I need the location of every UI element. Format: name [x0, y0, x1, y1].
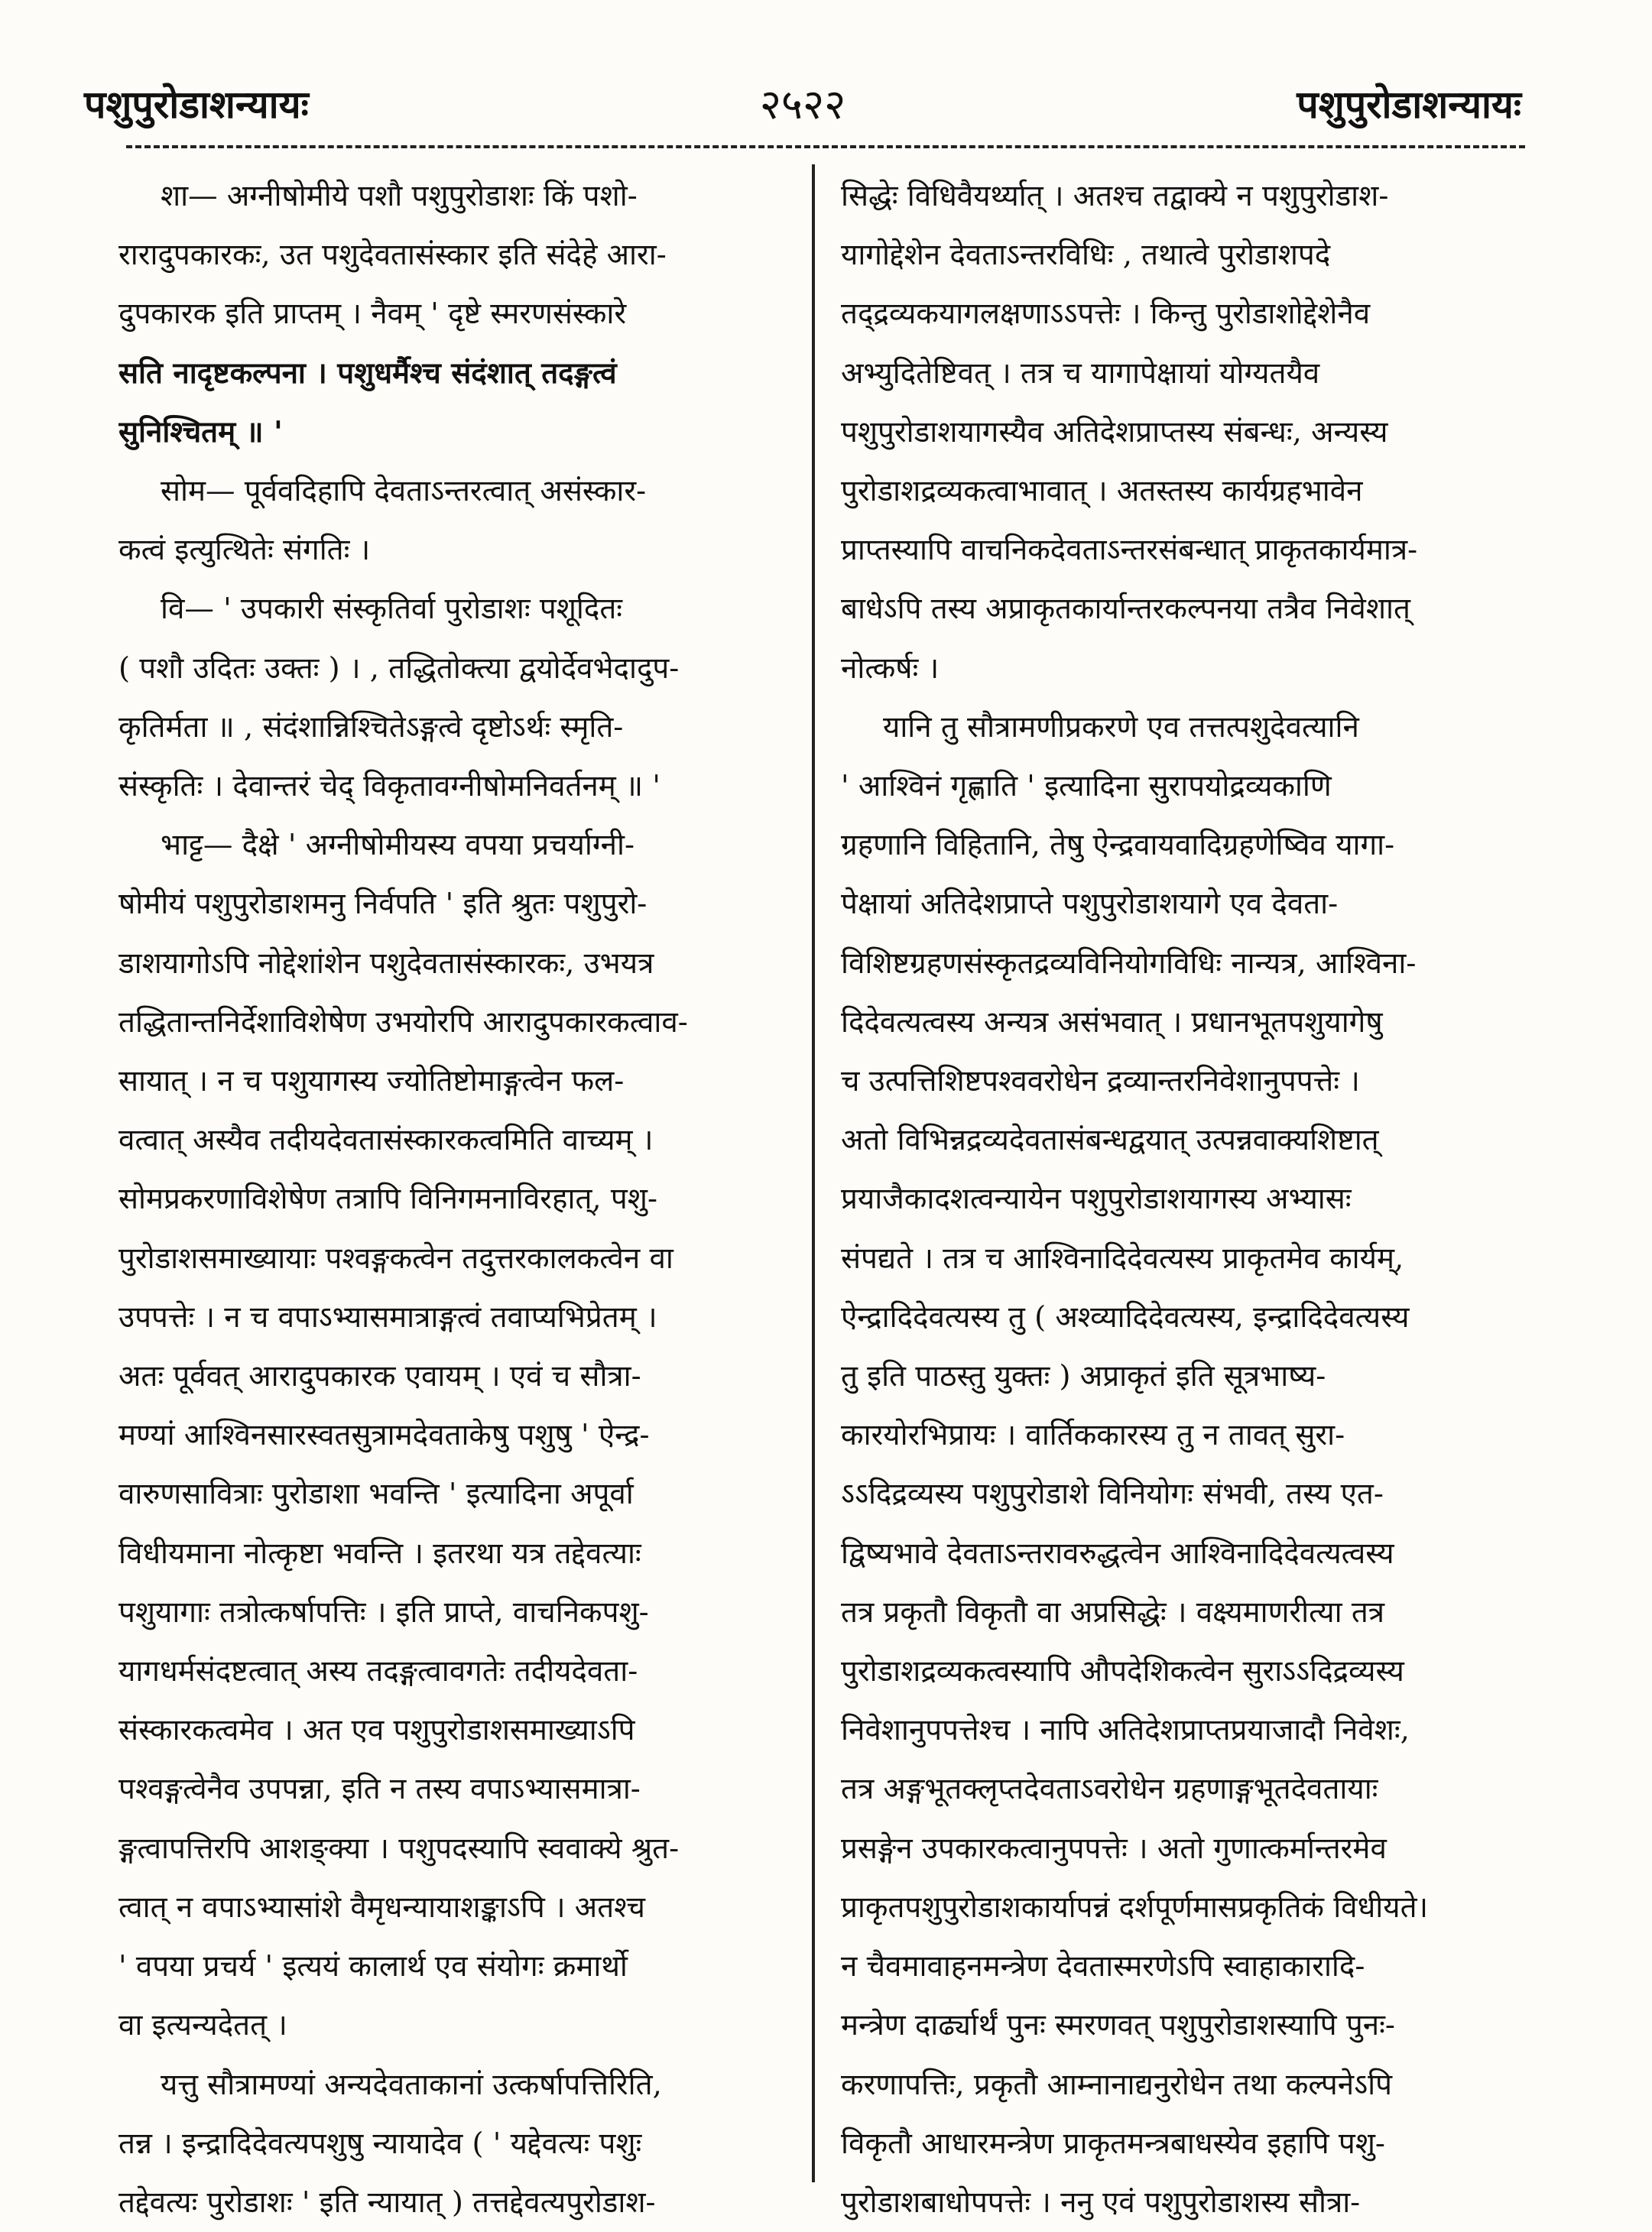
text-line: यागोद्देशेन देवताऽन्तरविधिः , तथात्वे पुरोडाशपदे	[841, 238, 1331, 273]
text-line: प्रसङ्गेन उपकारकत्वानुपपत्तेः । अतो गुणात्कर्मान्तरमेव	[841, 1831, 1387, 1866]
text-line: अतः पूर्ववत् आरादुपकारक एवायम् । एवं च सौत्रा-	[118, 1359, 641, 1394]
text-line: विशिष्टग्रहणसंस्कृतद्रव्यविनियोगविधिः नान्यत्र, आश्विना-	[841, 946, 1417, 981]
header-rule	[126, 145, 1525, 148]
text-line: भाट्ट— दैक्षे ' अग्नीषोमीयस्य वपया प्रचर्याग्नी-	[161, 828, 635, 863]
text-line: सोम— पूर्ववदिहापि देवताऽन्तरत्वात् असंस्कार-	[161, 474, 647, 509]
text-line: संपद्यते । तत्र च आश्विनादिदेवत्यस्य प्राकृतमेव कार्यम्,	[841, 1241, 1404, 1276]
text-line: तु इति पाठस्तु युक्तः ) अप्राकृतं इति सूत्रभाष्य-	[841, 1359, 1326, 1394]
text-line: यानि तु सौत्रामणीप्रकरणे एव तत्तत्पशुदेवत्यानि	[883, 709, 1359, 745]
text-line: च उत्पत्तिशिष्टपश्ववरोधेन द्रव्यान्तरनिवेशानुपपत्तेः ।	[841, 1064, 1360, 1099]
text-line: यागधर्मसंदष्टत्वात् अस्य तदङ्गत्वावगतेः तदीयदेवता-	[118, 1654, 638, 1689]
text-line: न चैवमावाहनमन्त्रेण देवतास्मरणेऽपि स्वाहाकारादि-	[841, 1949, 1365, 1984]
text-line: शा— अग्नीषोमीये पशौ पशुपुरोडाशः किं पशो-	[161, 179, 638, 213]
text-line: सोमप्रकरणाविशेषेण तत्रापि विनिगमनाविरहात्, पशु-	[118, 1182, 657, 1217]
text-line: तत्र प्रकृतौ विकृतौ वा अप्रसिद्धेः । वक्ष्यमाणरीत्या तत्र	[841, 1595, 1385, 1630]
text-line: पशुयागाः तत्रोत्कर्षापत्तिः । इति प्राप्ते, वाचनिकपशु-	[118, 1595, 649, 1630]
text-line: विधीयमाना नोत्कृष्टा भवन्ति । इतरथा यत्र तद्देवत्याः	[118, 1536, 641, 1571]
text-line: षोमीयं पशुपुरोडाशमनु निर्वपति ' इति श्रुतः पशुपुरो-	[118, 887, 647, 922]
text-line: यत्तु सौत्रामण्यां अन्यदेवताकानां उत्कर्षापत्तिरिति,	[161, 2067, 662, 2102]
text-line: कृतिर्मता ॥ , संदंशान्निश्चितेऽङ्गत्वे दृष्टोऽर्थः स्मृति-	[118, 709, 624, 745]
text-line: प्रयाजैकादशत्वन्यायेन पशुपुरोडाशयागस्य अभ्यासः	[841, 1182, 1352, 1217]
text-line: मन्त्रेण दार्ढ्यार्थं पुनः स्मरणवत् पशुपुरोडाशस्यापि पुनः-	[841, 2008, 1395, 2043]
text-line: वि— ' उपकारी संस्कृतिर्वा पुरोडाशः पशूदितः	[161, 592, 623, 627]
text-line: वा इत्यन्यदेतत् ।	[118, 2008, 287, 2043]
text-line: तन्न । इन्द्रादिदेवत्यपशुषु न्यायादेव ( ' यद्देवत्यः पशुः	[118, 2126, 642, 2161]
text-line: बाधेऽपि तस्य अप्राकृतकार्यान्तरकल्पनया तत्रैव निवेशात्	[841, 592, 1410, 627]
text-line: ऐन्द्रादिदेवत्यस्य तु ( अश्व्यादिदेवत्यस्य, इन्द्रादिदेवत्यस्य	[841, 1299, 1410, 1335]
text-line: ' आश्विनं गृह्णाति ' इत्यादिना सुरापयोद्रव्यकाणि	[841, 769, 1332, 804]
text-line: तद्धितान्तनिर्देशाविशेषेण उभयोरपि आरादुपकारकत्वाव-	[118, 1004, 688, 1040]
text-line: अतो विभिन्नद्रव्यदेवतासंबन्धद्वयात् उत्पन्नवाक्यशिष्टात्	[841, 1123, 1379, 1158]
text-line: वारुणसावित्राः पुरोडाशा भवन्ति ' इत्यादिना अपूर्वा	[118, 1477, 634, 1512]
text-line: दुपकारक इति प्राप्तम् । नैवम् ' दृष्टे स्मरणसंस्कारे	[118, 297, 627, 332]
column-divider	[812, 164, 815, 2182]
text-line: ङ्गत्वापत्तिरपि आशङ्क्या । पशुपदस्यापि स्ववाक्ये श्रुत-	[118, 1831, 680, 1866]
running-title-left: पशुपुरोडाशन्यायः	[84, 82, 309, 127]
text-line: वत्वात् अस्यैव तदीयदेवतासंस्कारकत्वमिति वाच्यम् ।	[118, 1123, 654, 1158]
text-line: संस्कारकत्वमेव । अत एव पशुपुरोडाशसमाख्याऽपि	[118, 1713, 635, 1748]
text-line: पशुपुरोडाशयागस्यैव अतिदेशप्राप्तस्य संबन्धः, अन्यस्य	[841, 414, 1388, 449]
text-line: तद्द्रव्यकयागलक्षणाऽऽपत्तेः । किन्तु पुरोडाशोद्देशेनैव	[841, 297, 1371, 332]
text-line: रारादुपकारकः, उत पशुदेवतासंस्कार इति संदेहे आरा-	[118, 238, 667, 273]
right-column	[841, 167, 1506, 2232]
text-line: पश्वङ्गत्वेनैव उपपन्ना, इति न तस्य वपाऽभ्यासमात्रा-	[118, 1772, 641, 1807]
text-line: सति नादृष्टकल्पना । पशुधर्मैश्च संदंशात् तदङ्गत्वं	[118, 355, 617, 391]
page-number: २५२२	[759, 80, 846, 128]
text-line: सिद्धेः विधिवैयर्थ्यात् । अतश्च तद्वाक्ये न पशुपुरोडाश-	[841, 179, 1389, 213]
text-line: तद्देवत्यः पुरोडाशः ' इति न्यायात् ) तत्तद्देवत्यपुरोडाश-	[118, 2185, 656, 2220]
text-line: ( पशौ उदितः उक्तः ) । , तद्धितोक्त्या द्वयोर्देवभेदादुप-	[118, 650, 680, 686]
running-title-right: पशुपुरोडाशन्यायः	[1297, 82, 1521, 127]
text-line: कारयोरभिप्रायः । वार्तिककारस्य तु न तावत् सुरा-	[841, 1418, 1345, 1453]
text-line: विकृतौ आधारमन्त्रेण प्राकृतमन्त्रबाधस्येव इहापि पशु-	[841, 2126, 1385, 2161]
text-line: ' वपया प्रचर्य ' इत्ययं कालार्थ एव संयोगः क्रमार्थो	[118, 1949, 628, 1984]
text-line: मण्यां आश्विनसारस्वतसुत्रामदेवताकेषु पशुषु ' ऐन्द्र-	[118, 1418, 650, 1453]
text-line: कत्वं इत्युत्थितेः संगतिः ।	[118, 533, 371, 568]
text-line: पुरोडाशसमाख्यायाः पश्वङ्गकत्वेन तदुत्तरकालकत्वेन वा	[118, 1241, 673, 1276]
left-column	[118, 167, 784, 2232]
text-line: उपपत्तेः । न च वपाऽभ्यासमात्राङ्गत्वं तवाप्यभिप्रेतम् ।	[118, 1299, 657, 1335]
text-line: प्राप्तस्यापि वाचनिकदेवताऽन्तरसंबन्धात् प्राकृतकार्यमात्र-	[841, 533, 1418, 568]
text-line: निवेशानुपपत्तेश्च । नापि अतिदेशप्राप्तप्रयाजादौ निवेशः,	[841, 1713, 1410, 1748]
text-line: सायात् । न च पशुयागस्य ज्योतिष्टोमाङ्गत्वेन फल-	[118, 1064, 625, 1099]
text-line: करणापत्तिः, प्रकृतौ आम्नानाद्यनुरोधेन तथा कल्पनेऽपि	[841, 2067, 1392, 2102]
text-line: द्विष्यभावे देवताऽन्तरावरुद्धत्वेन आश्विनादिदेवत्यत्वस्य	[841, 1536, 1394, 1571]
text-line: प्राकृतपशुपुरोडाशकार्यापन्नं दर्शपूर्णमासप्रकृतिकं विधीयते।	[841, 1890, 1429, 1925]
text-line: पेक्षायां अतिदेशप्राप्ते पशुपुरोडाशयागे एव देवता-	[841, 887, 1339, 922]
text-line: डाशयागोऽपि नोद्देशांशेन पशुदेवतासंस्कारकः, उभयत्र	[118, 946, 654, 981]
text-line: पुरोडाशबाधोपपत्तेः । ननु एवं पशुपुरोडाशस्य सौत्रा-	[841, 2185, 1361, 2220]
text-line: सुनिश्चितम् ॥ '	[118, 414, 283, 449]
text-line: त्वात् न वपाऽभ्यासांशे वैमृधन्यायाशङ्काऽपि । अतश्च	[118, 1890, 645, 1925]
text-line: दिदेवत्यत्वस्य अन्यत्र असंभवात् । प्रधानभूतपशुयागेषु	[841, 1004, 1383, 1040]
text-line: अभ्युदितेष्टिवत् । तत्र च यागापेक्षायां योग्यतयैव	[841, 355, 1320, 391]
text-line: पुरोडाशद्रव्यकत्वाभावात् । अतस्तस्य कार्यग्रहभावेन	[841, 474, 1363, 509]
text-line: पुरोडाशद्रव्यकत्वस्यापि औपदेशिकत्वेन सुराऽऽदिद्रव्यस्य	[841, 1654, 1404, 1689]
text-line: ग्रहणानि विहितानि, तेषु ऐन्द्रवायवादिग्रहणेष्विव यागा-	[841, 828, 1395, 863]
text-line: ऽऽदिद्रव्यस्य पशुपुरोडाशे विनियोगः संभवी, तस्य एत-	[841, 1477, 1384, 1512]
text-line: संस्कृतिः । देवान्तरं चेद् विकृतावग्नीषोमनिवर्तनम् ॥ '	[118, 769, 660, 804]
text-line: नोत्कर्षः ।	[841, 650, 940, 686]
text-line: तत्र अङ्गभूतक्लृप्तदेवताऽवरोधेन ग्रहणाङ्गभूतदेवतायाः	[841, 1772, 1378, 1807]
page-header	[84, 70, 1521, 139]
